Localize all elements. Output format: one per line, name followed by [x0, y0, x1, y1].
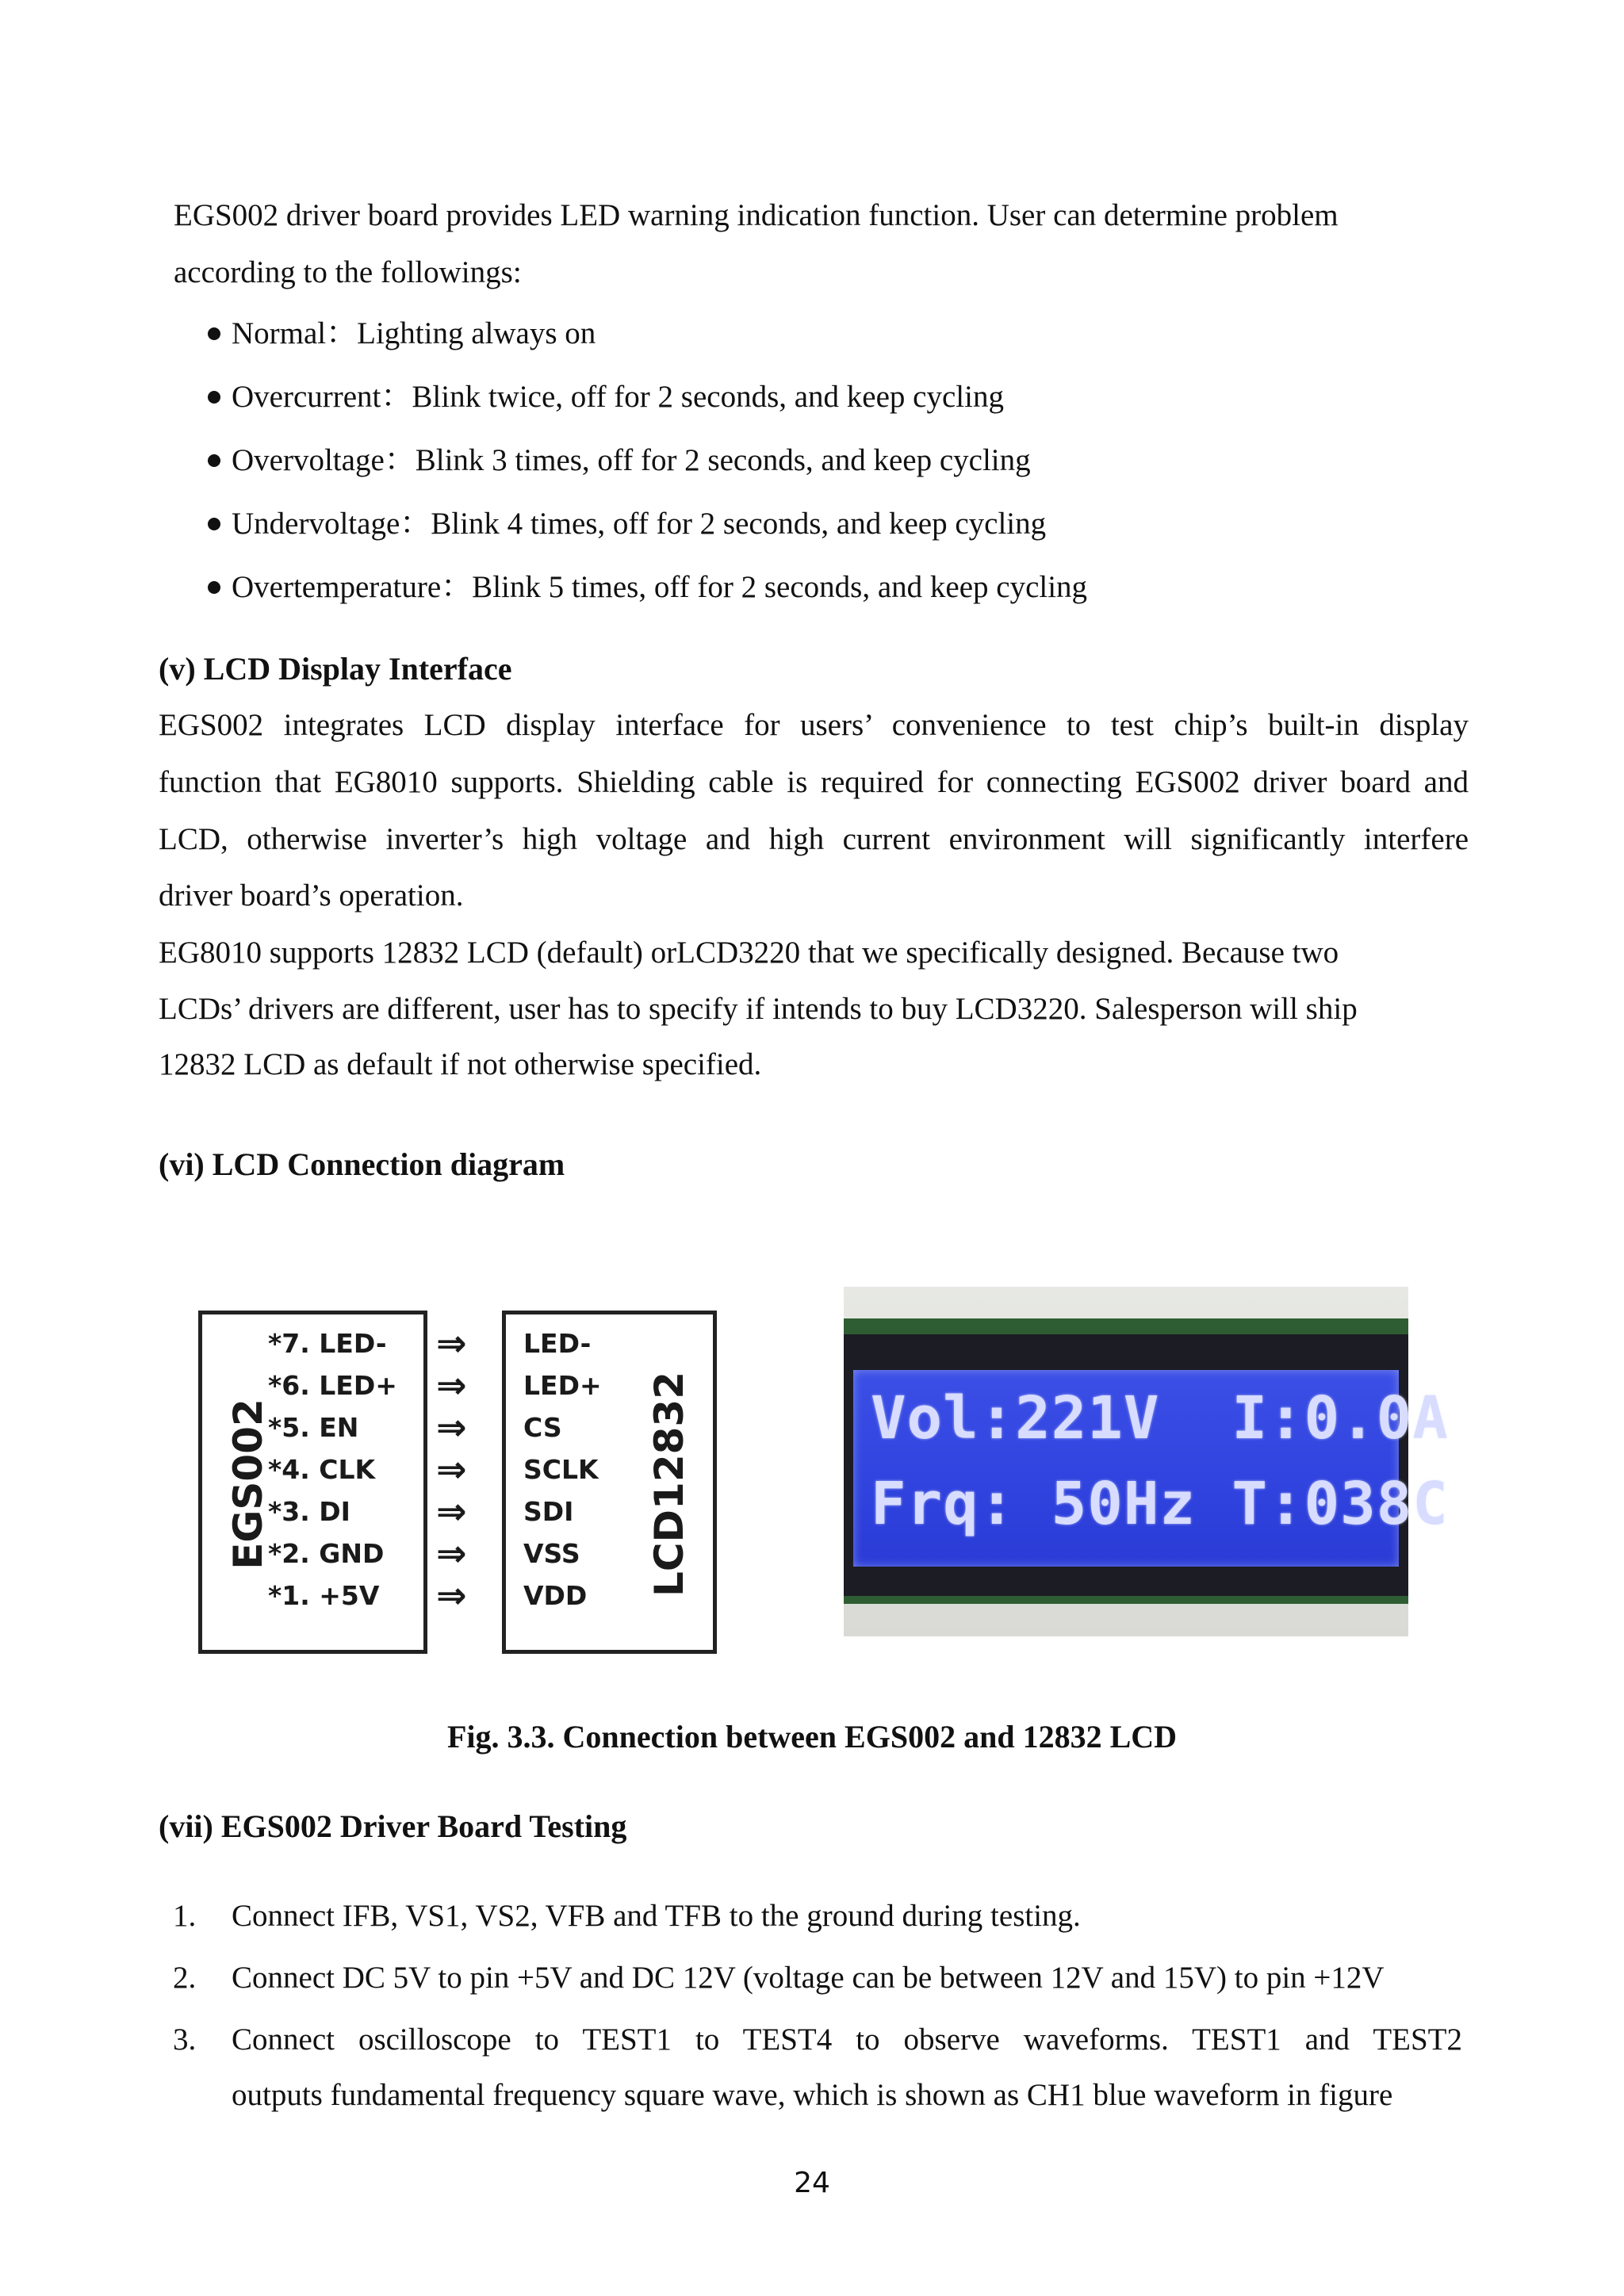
step-text: outputs fundamental frequency square wave, which is shown as CH1 blue waveform in figure [232, 2078, 1393, 2112]
intro-line-1: EGS002 driver board provides LED warning indication function. User can determine problem [174, 198, 1339, 232]
pin-label: VDD [523, 1580, 588, 1611]
step-number: 1. [173, 1899, 197, 1933]
right-arrow-icon: ⇒ [436, 1574, 467, 1617]
step-number: 2. [173, 1961, 197, 1995]
right-arrow-icon: ⇒ [436, 1406, 467, 1448]
lcd-photo [844, 1287, 1449, 1636]
list-item-text: Overvoltage：Blink 3 times, off for 2 seconds, and keep cycling [232, 443, 1031, 477]
lcd-line-1: Vol:221V I:0.0A [871, 1384, 1449, 1452]
pin-label: *2. GND [268, 1538, 385, 1569]
paragraph-line: EGS002 integrates LCD display interface for users’ convenience to test chip’s built-in display [159, 708, 1469, 742]
paragraph-line: EG8010 supports 12832 LCD (default) orLCD3220 that we specifically designed. Because two [159, 936, 1339, 970]
list-item-text: Overcurrent：Blink twice, off for 2 seconds, and keep cycling [232, 380, 1004, 414]
step-text: Connect oscilloscope to TEST1 to TEST4 to observe waveforms. TEST1 and TEST2 [232, 2022, 1462, 2057]
list-item-text: Undervoltage：Blink 4 times, off for 2 seconds, and keep cycling [232, 507, 1047, 541]
pin-label: *7. LED- [268, 1328, 387, 1359]
pin-label: LED- [523, 1328, 592, 1359]
section-heading-testing: (vii) EGS002 Driver Board Testing [159, 1808, 627, 1844]
pin-label: CS [523, 1412, 562, 1443]
paragraph-line: LCD, otherwise inverter’s high voltage and high current environment will significantly interfere [159, 822, 1469, 856]
section-heading-lcd-connection: (vi) LCD Connection diagram [159, 1146, 565, 1182]
figure-caption: Fig. 3.3. Connection between EGS002 and 12832 LCD [446, 1719, 1178, 1755]
paragraph-line: driver board’s operation. [159, 878, 464, 913]
bullet-icon [208, 454, 220, 467]
right-arrow-icon: ⇒ [436, 1532, 467, 1575]
pin-label: *4. CLK [268, 1454, 376, 1485]
pin-label: *5. EN [268, 1412, 359, 1443]
pin-label: *3. DI [268, 1496, 350, 1527]
lcd-box-title: LCD12832 [646, 1372, 692, 1598]
bullet-icon [208, 518, 220, 530]
egs002-box-title: EGS002 [225, 1399, 271, 1570]
pin-label: SDI [523, 1496, 574, 1527]
right-arrow-icon: ⇒ [436, 1364, 467, 1406]
bullet-icon [208, 581, 220, 594]
paragraph-line: LCDs’ drivers are different, user has to specify if intends to buy LCD3220. Salesperson will ship [159, 992, 1358, 1026]
pin-label: *6. LED+ [268, 1370, 397, 1401]
pin-label: SCLK [523, 1454, 599, 1485]
bullet-icon [208, 327, 220, 340]
lcd-line-2: Frq: 50Hz T:038C [871, 1470, 1449, 1538]
step-number: 3. [173, 2022, 197, 2057]
bullet-icon [208, 391, 220, 404]
pin-label: LED+ [523, 1370, 602, 1401]
step-text: Connect DC 5V to pin +5V and DC 12V (voltage can be between 12V and 15V) to pin +12V [232, 1961, 1385, 1995]
pin-label: *1. +5V [268, 1580, 380, 1611]
list-item-text: Normal：Lighting always on [232, 316, 596, 350]
section-heading-lcd-interface: (v) LCD Display Interface [159, 651, 512, 687]
intro-line-2: according to the followings: [174, 255, 522, 289]
right-arrow-icon: ⇒ [436, 1490, 467, 1533]
pin-label: VSS [523, 1538, 580, 1569]
lcd-screen [853, 1370, 1449, 1567]
right-arrow-icon: ⇒ [436, 1448, 467, 1490]
page-number: 24 [794, 2167, 830, 2199]
right-arrow-icon: ⇒ [436, 1322, 467, 1364]
paragraph-line: 12832 LCD as default if not otherwise specified. [159, 1047, 762, 1081]
step-text: Connect IFB, VS1, VS2, VFB and TFB to the ground during testing. [232, 1899, 1081, 1933]
list-item-text: Overtemperature：Blink 5 times, off for 2 seconds, and keep cycling [232, 570, 1088, 604]
paragraph-line: function that EG8010 supports. Shielding cable is required for connecting EGS002 driver board and [159, 765, 1469, 799]
